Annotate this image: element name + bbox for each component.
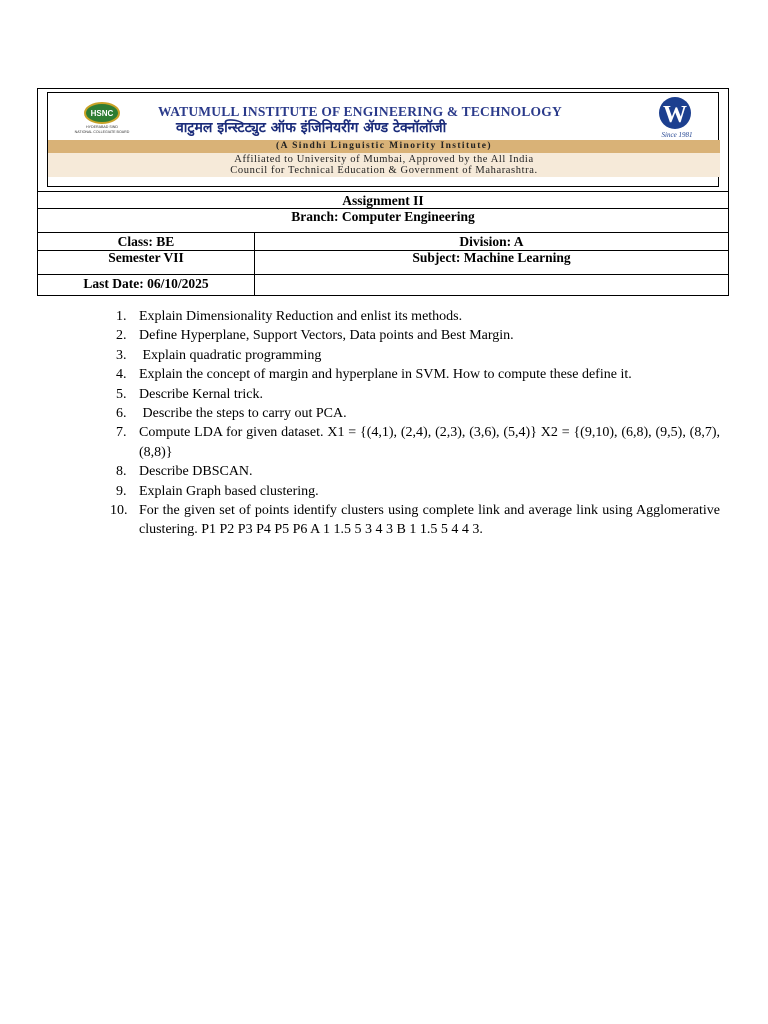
semester-label: Semester VII [38,251,255,274]
hsnc-logo-icon [70,99,140,135]
affiliation-line-2: Council for Technical Education & Government of Maharashtra. [230,165,538,176]
division-label: Division: A [459,234,524,249]
hsnc-logo-caption-1: HYDERABAD SIND [86,125,118,129]
watumull-logo-caption: Since 1981 [661,131,693,139]
last-date-row [38,275,728,295]
institute-name: WATUMULL INSTITUTE OF ENGINEERING & TECHNOLOGY [158,104,562,119]
affiliation-line-1: Affiliated to University of Mumbai, Approved by the All India [234,154,534,165]
institute-header [38,89,728,192]
question-number: 4. [116,367,127,383]
empty-cell [255,275,728,295]
last-date-label: Last Date: 06/10/2025 [38,275,255,295]
assignment-header-table [37,88,729,296]
subject-label: Subject: Machine Learning [412,250,571,265]
hsnc-logo-text: HSNC [90,109,114,118]
question-item [110,501,720,540]
class-label: Class: BE [38,233,255,250]
question-number: 2. [116,328,127,344]
question-item [110,404,720,423]
semester-subject-row [38,251,728,275]
question-item [110,307,720,326]
question-text: Describe DBSCAN. [139,464,253,480]
affiliation-note [48,153,720,177]
question-number: 5. [116,386,127,402]
question-text: Explain quadratic programming [139,347,322,363]
question-item [110,346,720,365]
institute-banner [47,92,719,187]
question-item [110,385,720,404]
watumull-logo-letter: W [663,102,687,128]
question-text: Describe Kernal trick. [139,386,263,402]
question-text: Explain Dimensionality Reduction and enlist its methods. [139,309,463,324]
question-item [110,482,720,501]
question-item [110,365,720,384]
hsnc-logo-caption-2: NATIONAL COLLEGIATE BOARD [74,130,130,134]
watumull-logo-icon [641,95,711,139]
question-text: Define Hyperplane, Support Vectors, Data points and Best Margin. [139,328,514,344]
question-number: 3. [116,347,127,363]
minority-institute-strip: (A Sindhi Linguistic Minority Institute) [48,140,720,153]
branch-row [38,209,728,233]
question-number: 7. [116,425,127,441]
question-text: Explain the concept of margin and hyperplane in SVM. How to compute these define it. [139,367,632,383]
branch-label: Branch: Computer Engineering [291,209,475,224]
assignment-title-row [38,192,728,209]
question-item [110,423,720,462]
question-number: 1. [116,309,127,324]
question-text: Describe the steps to carry out PCA. [139,406,347,422]
question-text: Compute LDA for given dataset. X1 = {(4,1), (2,4), (2,3), (3,6), (5,4)} X2 = {(9,10), (6,8), (9,5), (8,7), (8,8)} [139,425,720,460]
assignment-title: Assignment II [342,193,424,208]
question-item [110,326,720,345]
question-text: Explain Graph based clustering. [139,483,319,499]
question-item [110,462,720,481]
question-list [110,307,720,540]
question-number: 10. [110,503,128,519]
institute-name-hindi: वाटुमल इन्स्टिट्युट ऑफ इंजिनियरींग ॲण्ड टेक्नॉलॉजी [176,120,447,136]
question-number: 6. [116,406,127,422]
question-number: 9. [116,483,127,499]
class-division-row [38,233,728,251]
question-text: For the given set of points identify clusters using complete link and average link using Agglomerative clustering. P1 P2 P3 P4 P5 P6 A 1 1.5 5 3 4 3 B 1 1.5 5 4 4 3. [139,503,720,538]
question-number: 8. [116,464,127,480]
